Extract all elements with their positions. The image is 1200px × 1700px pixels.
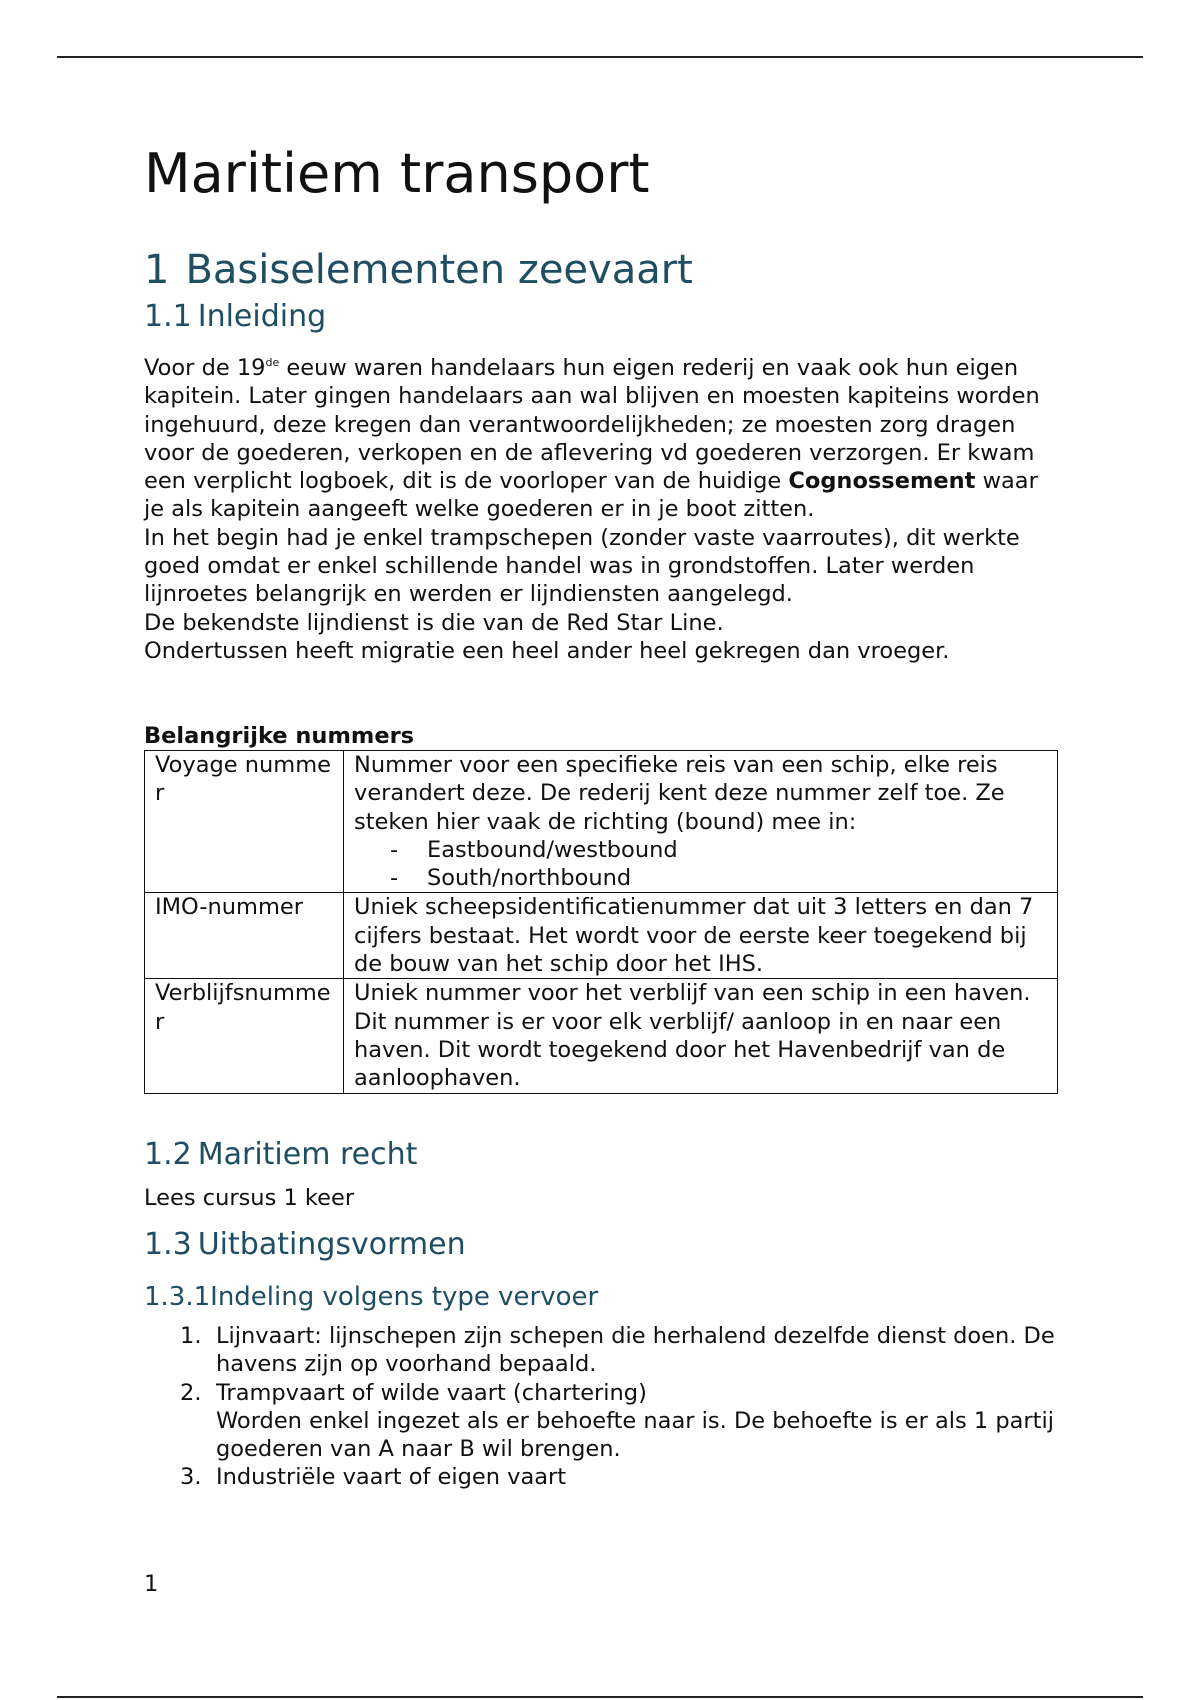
table-value — [344, 751, 1058, 893]
intro-paragraph-4: Ondertussen heeft migratie een heel ander heel gekregen dan vroeger. — [144, 637, 950, 664]
intro-paragraph-1 — [144, 354, 1064, 524]
intro-text — [144, 354, 1064, 665]
section-heading-maritiem-recht — [144, 1136, 417, 1174]
section-heading-inleiding — [144, 298, 326, 336]
subsection-heading — [144, 1280, 598, 1314]
table-value: Uniek scheepsidentificatienummer dat uit 3 letters en dan 7 cijfers bestaat. Het wordt voor de eerste keer toegekend bij de bouw van het schip door het IHS. — [344, 893, 1058, 979]
section-number: 1.3 — [144, 1227, 192, 1262]
list-item: - South/northbound — [390, 865, 632, 892]
chapter-number: 1 — [144, 247, 170, 293]
intro-paragraph-3: De bekendste lijndienst is die van de Red Star Line. — [144, 609, 724, 636]
chapter-title: Basiselementen zeevaart — [185, 247, 693, 293]
table-label: Belangrijke nummers — [144, 723, 415, 749]
bound-list — [354, 836, 1047, 893]
subsection-number: 1.3.1 — [144, 1282, 211, 1312]
list-item — [144, 1379, 1064, 1464]
section-number: 1.1 — [144, 299, 192, 334]
table-value-text: Nummer voor een specifieke reis van een schip, elke reis verandert deze. De rederij kent deze nummer zelf toe. Ze steken hier vaak de richting (bound) mee in: — [354, 752, 1005, 835]
list-number: 2. — [180, 1379, 202, 1406]
header-rule — [57, 56, 1143, 58]
list-item — [144, 1463, 1064, 1491]
section-number: 1.2 — [144, 1137, 192, 1172]
superscript: de — [265, 356, 280, 369]
document-title: Maritiem transport — [144, 142, 650, 205]
list-item-text: South/northbound — [427, 865, 632, 892]
text-run: eeuw waren handelaars hun eigen rederij en vaak ook hun eigen kapitein. Later gingen handelaars aan wal blijven en moesten kapiteins worden ingehuurd, deze kregen dan verantwoordelijkheden; ze moesten zorg dragen voor de goederen, verkopen en de aflevering vd goederen verzorgen. Er kwam een verplicht logboek, dit is de voorloper van de huidige — [144, 355, 1040, 495]
table-key: Verblijfsnummer — [145, 979, 344, 1093]
table-row — [145, 893, 1058, 979]
footer-rule — [57, 1696, 1143, 1698]
list-item — [144, 1322, 1064, 1379]
section-heading-uitbatingsvormen — [144, 1226, 466, 1264]
list-item: - Eastbound/westbound — [390, 836, 678, 863]
bold-term: Cognossement — [788, 468, 976, 495]
intro-paragraph-2: In het begin had je enkel trampschepen (zonder vaste vaarroutes), dit werkte goed omdat er enkel schillende handel was in grondstoffen. Later werden lijnroetes belangrijk en werden er lijndiensten aangelegd. — [144, 524, 1020, 608]
list-item-text: Lijnvaart: lijnschepen zijn schepen die herhalend dezelfde dienst doen. De havens zijn op voorhand bepaald. — [216, 1323, 1055, 1378]
list-item-text: Trampvaart of wilde vaart (chartering) — [216, 1379, 647, 1406]
section-title: Uitbatingsvormen — [197, 1227, 466, 1262]
page-number: 1 — [144, 1571, 159, 1597]
type-list — [144, 1322, 1064, 1492]
list-item-subtext: Worden enkel ingezet als er behoefte naar is. De behoefte is er als 1 partij goederen van A naar B wil brengen. — [216, 1407, 1054, 1463]
list-number: 1. — [180, 1323, 202, 1349]
numbers-table — [144, 750, 1058, 1094]
list-item-text: Eastbound/westbound — [427, 836, 678, 863]
text-run: Voor de 19 — [144, 355, 266, 381]
list-number: 3. — [180, 1464, 202, 1491]
subsection-title: Indeling volgens type vervoer — [210, 1282, 599, 1312]
table-key: IMO-nummer — [145, 893, 344, 979]
table-key: Voyage nummer — [145, 751, 344, 893]
list-item-text: Industriële vaart of eigen vaart — [216, 1464, 567, 1491]
chapter-heading — [144, 245, 693, 295]
section-title: Maritiem recht — [197, 1137, 418, 1172]
table-row — [145, 979, 1058, 1093]
section-title: Inleiding — [197, 299, 327, 334]
table-value: Uniek nummer voor het verblijf van een schip in een haven. Dit nummer is er voor elk verblijf/ aanloop in en naar een haven. Dit wordt toegekend door het Havenbedrijf van de aanloophaven. — [344, 979, 1058, 1093]
section-text: Lees cursus 1 keer — [144, 1185, 355, 1211]
text-run: waar je als kapitein aangeeft welke goederen er in je boot zitten. — [144, 468, 1038, 523]
table-row — [145, 751, 1058, 893]
